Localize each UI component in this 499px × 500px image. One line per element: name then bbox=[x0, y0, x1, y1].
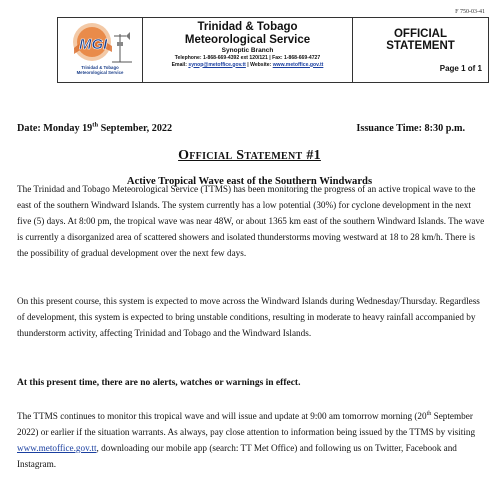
form-code: F 750-03-41 bbox=[455, 9, 485, 15]
email-link[interactable]: synop@metoffice.gov.tt bbox=[188, 61, 246, 68]
statement-subtitle: Active Tropical Wave east of the Southern Windwards bbox=[126, 176, 373, 187]
website-link[interactable]: www.metoffice.gov.tt bbox=[272, 61, 324, 68]
page-indicator: Page 1 of 1 bbox=[439, 64, 482, 73]
metoffice-link[interactable]: www.metoffice.gov.tt bbox=[17, 443, 97, 453]
paragraph-2: On this present course, this system is expected to move across the Windward Islands during Wednesday/Thursday. Regardless of development, this system is expected to bring unstable conditions, resulting in moderate to heavy rainfall accompanied by thunderstorm activity, affecting Trinidad and Tobago and the Windward Islands. bbox=[17, 296, 480, 338]
statement-title: Official Statement #1 bbox=[178, 148, 321, 163]
statement-label-line2: STATEMENT bbox=[386, 40, 455, 52]
statement-label-block bbox=[353, 18, 488, 82]
org-email-website: Email: synop@metoffice.gov.tt | Website: www.metoffice.gov.tt bbox=[171, 61, 324, 68]
tt-met-service-logo bbox=[62, 22, 138, 64]
logo-cell bbox=[58, 18, 143, 82]
org-phone: Telephone: 1-868-669-4392 ext 120/121 | Fax: 1-868-669-4727 bbox=[174, 55, 321, 61]
org-name-line2: Meteorological Service bbox=[184, 33, 311, 46]
statement-label-line1: OFFICIAL bbox=[393, 28, 448, 40]
org-branch: Synoptic Branch bbox=[221, 47, 274, 54]
logo-caption: Trinidad & Tobago Meteorological Service bbox=[76, 65, 124, 75]
issuance-time: Issuance Time: 8:30 p.m. bbox=[356, 123, 465, 134]
org-name-line1: Trinidad & Tobago bbox=[197, 21, 298, 33]
paragraph-1: The Trinidad and Tobago Meteorological Service (TTMS) has been monitoring the progress of an active tropical wave to the east of the southern Windward Islands. The system currently has a low potential (30%) for cyclone development in the next five (5) days. At 8:00 pm, the tropical wave was near 48W, or about 1365 km east of the southern Windward Islands. The wave is currently a disorganized area of scattered showers and isolated thunderstorms moving westward at 18 to 28 km/h. There is the possibility of gradual development over the next few days. bbox=[17, 184, 485, 258]
paragraph-4: The TTMS continues to monitor this tropical wave and will issue and update at 9:00 am tomorrow morning (20th September 2022) or earlier if the situation warrants. As always, pay close attention to information being issued by the TTMS by visiting www.metoffice.gov.tt, downloading our mobile app (search: TT Met Office) and following us on Twitter, Facebook and Instagram. bbox=[17, 410, 476, 469]
paragraph-3-alert-status: At this present time, there are no alerts, watches or warnings in effect. bbox=[17, 378, 301, 388]
organization-block bbox=[143, 18, 353, 82]
statement-date: Date: Monday 19th September, 2022 bbox=[17, 121, 173, 134]
logo-mark: MGI bbox=[79, 36, 108, 53]
meta-row bbox=[17, 123, 482, 134]
letterhead bbox=[57, 17, 489, 83]
